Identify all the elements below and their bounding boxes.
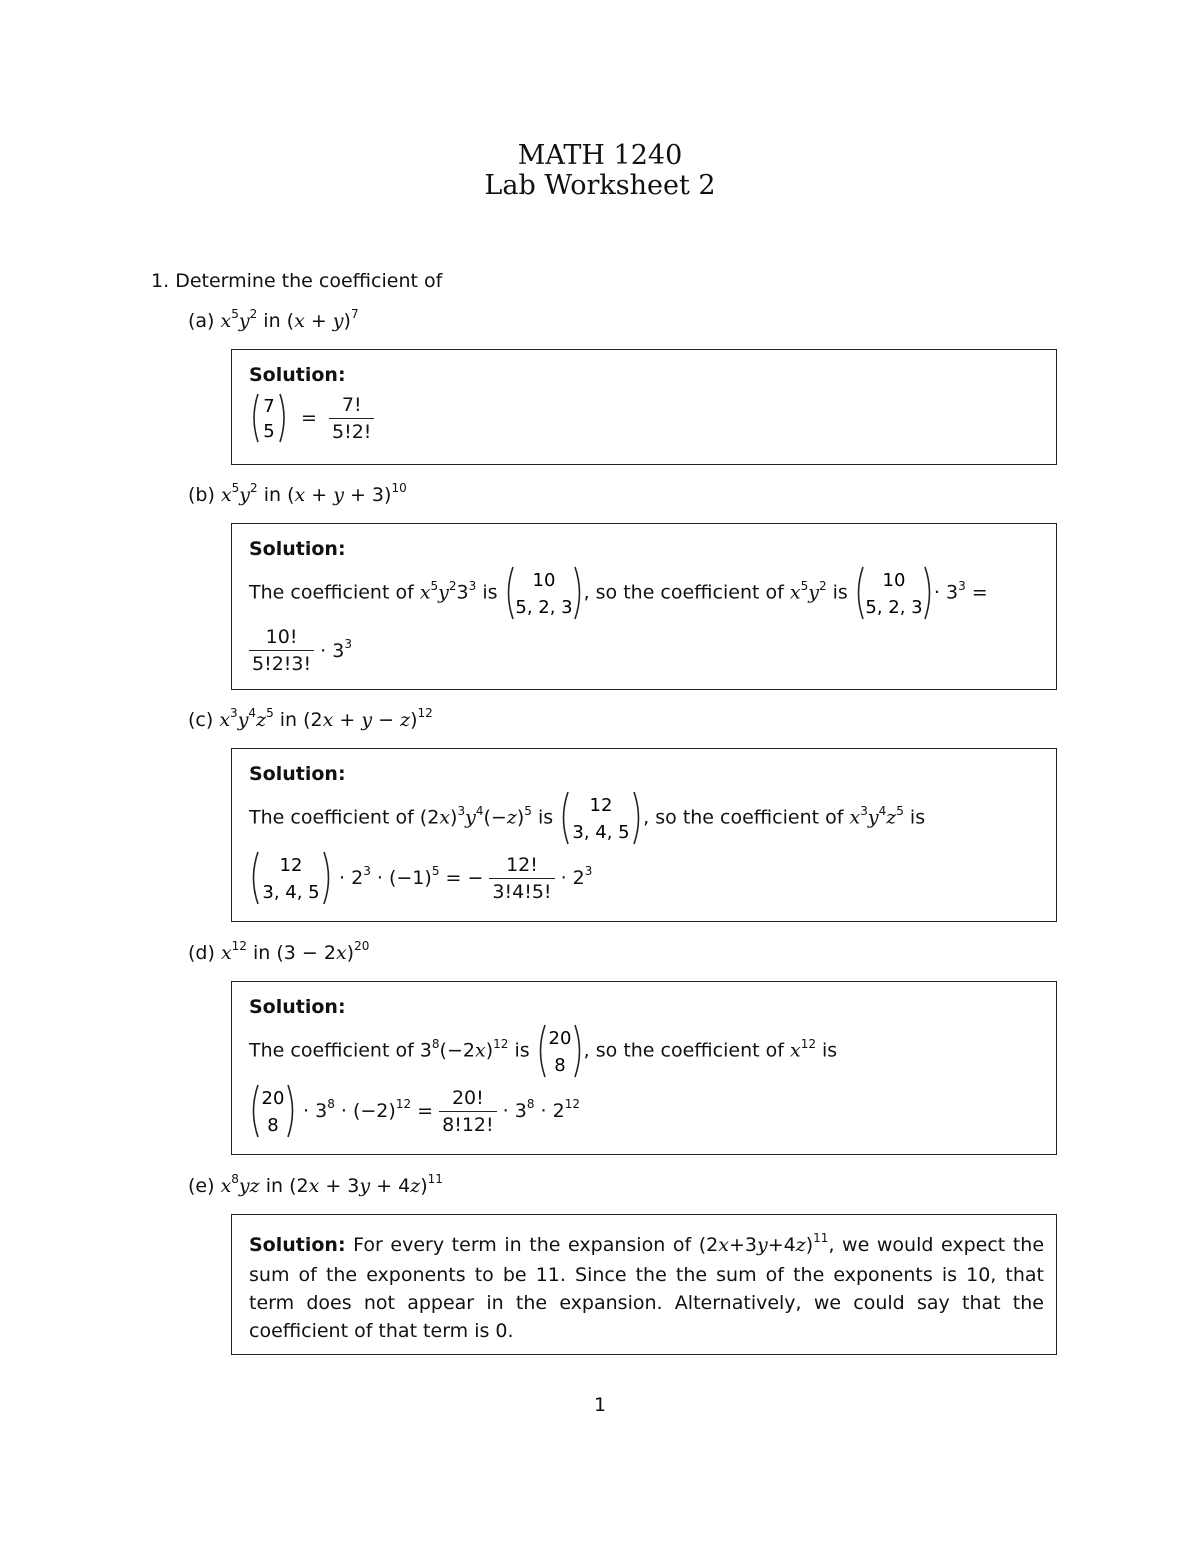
solution-c-line1: The coefficient of $(2x)^3y^4(-z)^5$ is 12 3, 4, 5 , so the coefficient of $x^3y^4z^5$ is	[249, 789, 925, 847]
multinomial	[504, 564, 584, 622]
solution-label: Solution:	[249, 996, 346, 1018]
binomial	[249, 1082, 297, 1140]
part-d-label: (d)	[188, 942, 215, 964]
binomial	[536, 1022, 584, 1080]
question-number: 1.	[151, 270, 170, 292]
solution-b-line1: The coefficient of $x^5y^23^3$ is 10 5, 2, 3 , so the coefficient of $x^5y^2$ is 10 5, 2, 3 · $3^3$ =	[249, 564, 988, 622]
multinomial	[854, 564, 934, 622]
svg-text:7: 7	[263, 396, 275, 417]
solution-a-math: 7 5 = $\frac{7!}{5!2!}$	[249, 390, 374, 446]
question-1	[151, 270, 442, 292]
svg-text:5, 2, 3: 5, 2, 3	[865, 597, 923, 618]
svg-text:8: 8	[267, 1115, 279, 1136]
part-a-prompt: (a) $x^5y^2$ in $(x + y)^7$	[188, 307, 359, 332]
svg-text:12: 12	[589, 795, 613, 816]
part-e-prompt: (e) $x^8yz$ in $(2x + 3y + 4z)^{11}$	[188, 1172, 443, 1197]
solution-label: Solution:	[249, 1234, 346, 1256]
solution-b-line2: $\frac{10!}{5!2!3!}$ · $3^3$	[249, 624, 352, 677]
part-e-label: (e)	[188, 1175, 215, 1197]
part-a-label: (a)	[188, 310, 215, 332]
svg-text:5: 5	[263, 421, 275, 442]
solution-c-line2: 12 3, 4, 5 · $2^3 \cdot (-1)^5$ = − $\frac{12!}{3!4!5!}$ · $2^3$	[249, 849, 592, 907]
multinomial	[249, 849, 333, 907]
svg-text:20: 20	[261, 1088, 285, 1109]
solution-e-paragraph: Solution: For every term in the expansion of $(2x+3y+4z)^{11}$, we would expect the sum of the exponents to be 11. Since the the sum of the exponents is 10, that term does not appear in the expansion. Alternatively, we could say that the coefficient of that term is 0.	[249, 1231, 1045, 1342]
solution-box-d	[231, 981, 1057, 1155]
svg-text:10: 10	[532, 570, 556, 591]
part-c-prompt: (c) $x^3y^4z^5$ in $(2x + y - z)^{12}$	[188, 706, 433, 731]
svg-text:12: 12	[279, 855, 303, 876]
part-d-prompt: (d) $x^{12}$ in $(3 - 2x)^{20}$	[188, 939, 370, 964]
solution-d-line2: 20 8 · $3^8 \cdot (-2)^{12}$ = $\frac{20!}{8!12!}$ · $3^8 \cdot 2^{12}$	[249, 1082, 580, 1140]
solution-label: Solution:	[249, 763, 346, 785]
page-number: 1	[593, 1394, 607, 1416]
solution-label: Solution:	[249, 538, 346, 560]
multinomial	[559, 789, 643, 847]
solution-box-c	[231, 748, 1057, 922]
part-b-label: (b)	[188, 484, 215, 506]
page-subtitle: Lab Worksheet 2	[484, 170, 716, 201]
part-c-label: (c)	[188, 709, 214, 731]
svg-text:5, 2, 3: 5, 2, 3	[514, 597, 573, 618]
svg-text:8: 8	[553, 1055, 566, 1076]
page-title: MATH 1240	[517, 140, 683, 171]
svg-text:20: 20	[548, 1028, 572, 1049]
solution-box-b	[231, 523, 1057, 690]
solution-label: Solution:	[249, 364, 346, 386]
svg-text:3, 4, 5: 3, 4, 5	[262, 882, 320, 903]
binomial	[249, 390, 289, 446]
part-b-prompt: (b) $x^5y^2$ in $(x + y + 3)^{10}$	[188, 481, 407, 506]
solution-d-line1: The coefficient of $3^8(-2x)^{12}$ is 20 8 , so the coefficient of $x^{12}$ is	[249, 1022, 837, 1080]
svg-text:10: 10	[882, 570, 906, 591]
svg-text:3, 4, 5: 3, 4, 5	[572, 822, 630, 843]
solution-box-a	[231, 349, 1057, 465]
question-prompt: Determine the coefficient of	[175, 270, 443, 292]
